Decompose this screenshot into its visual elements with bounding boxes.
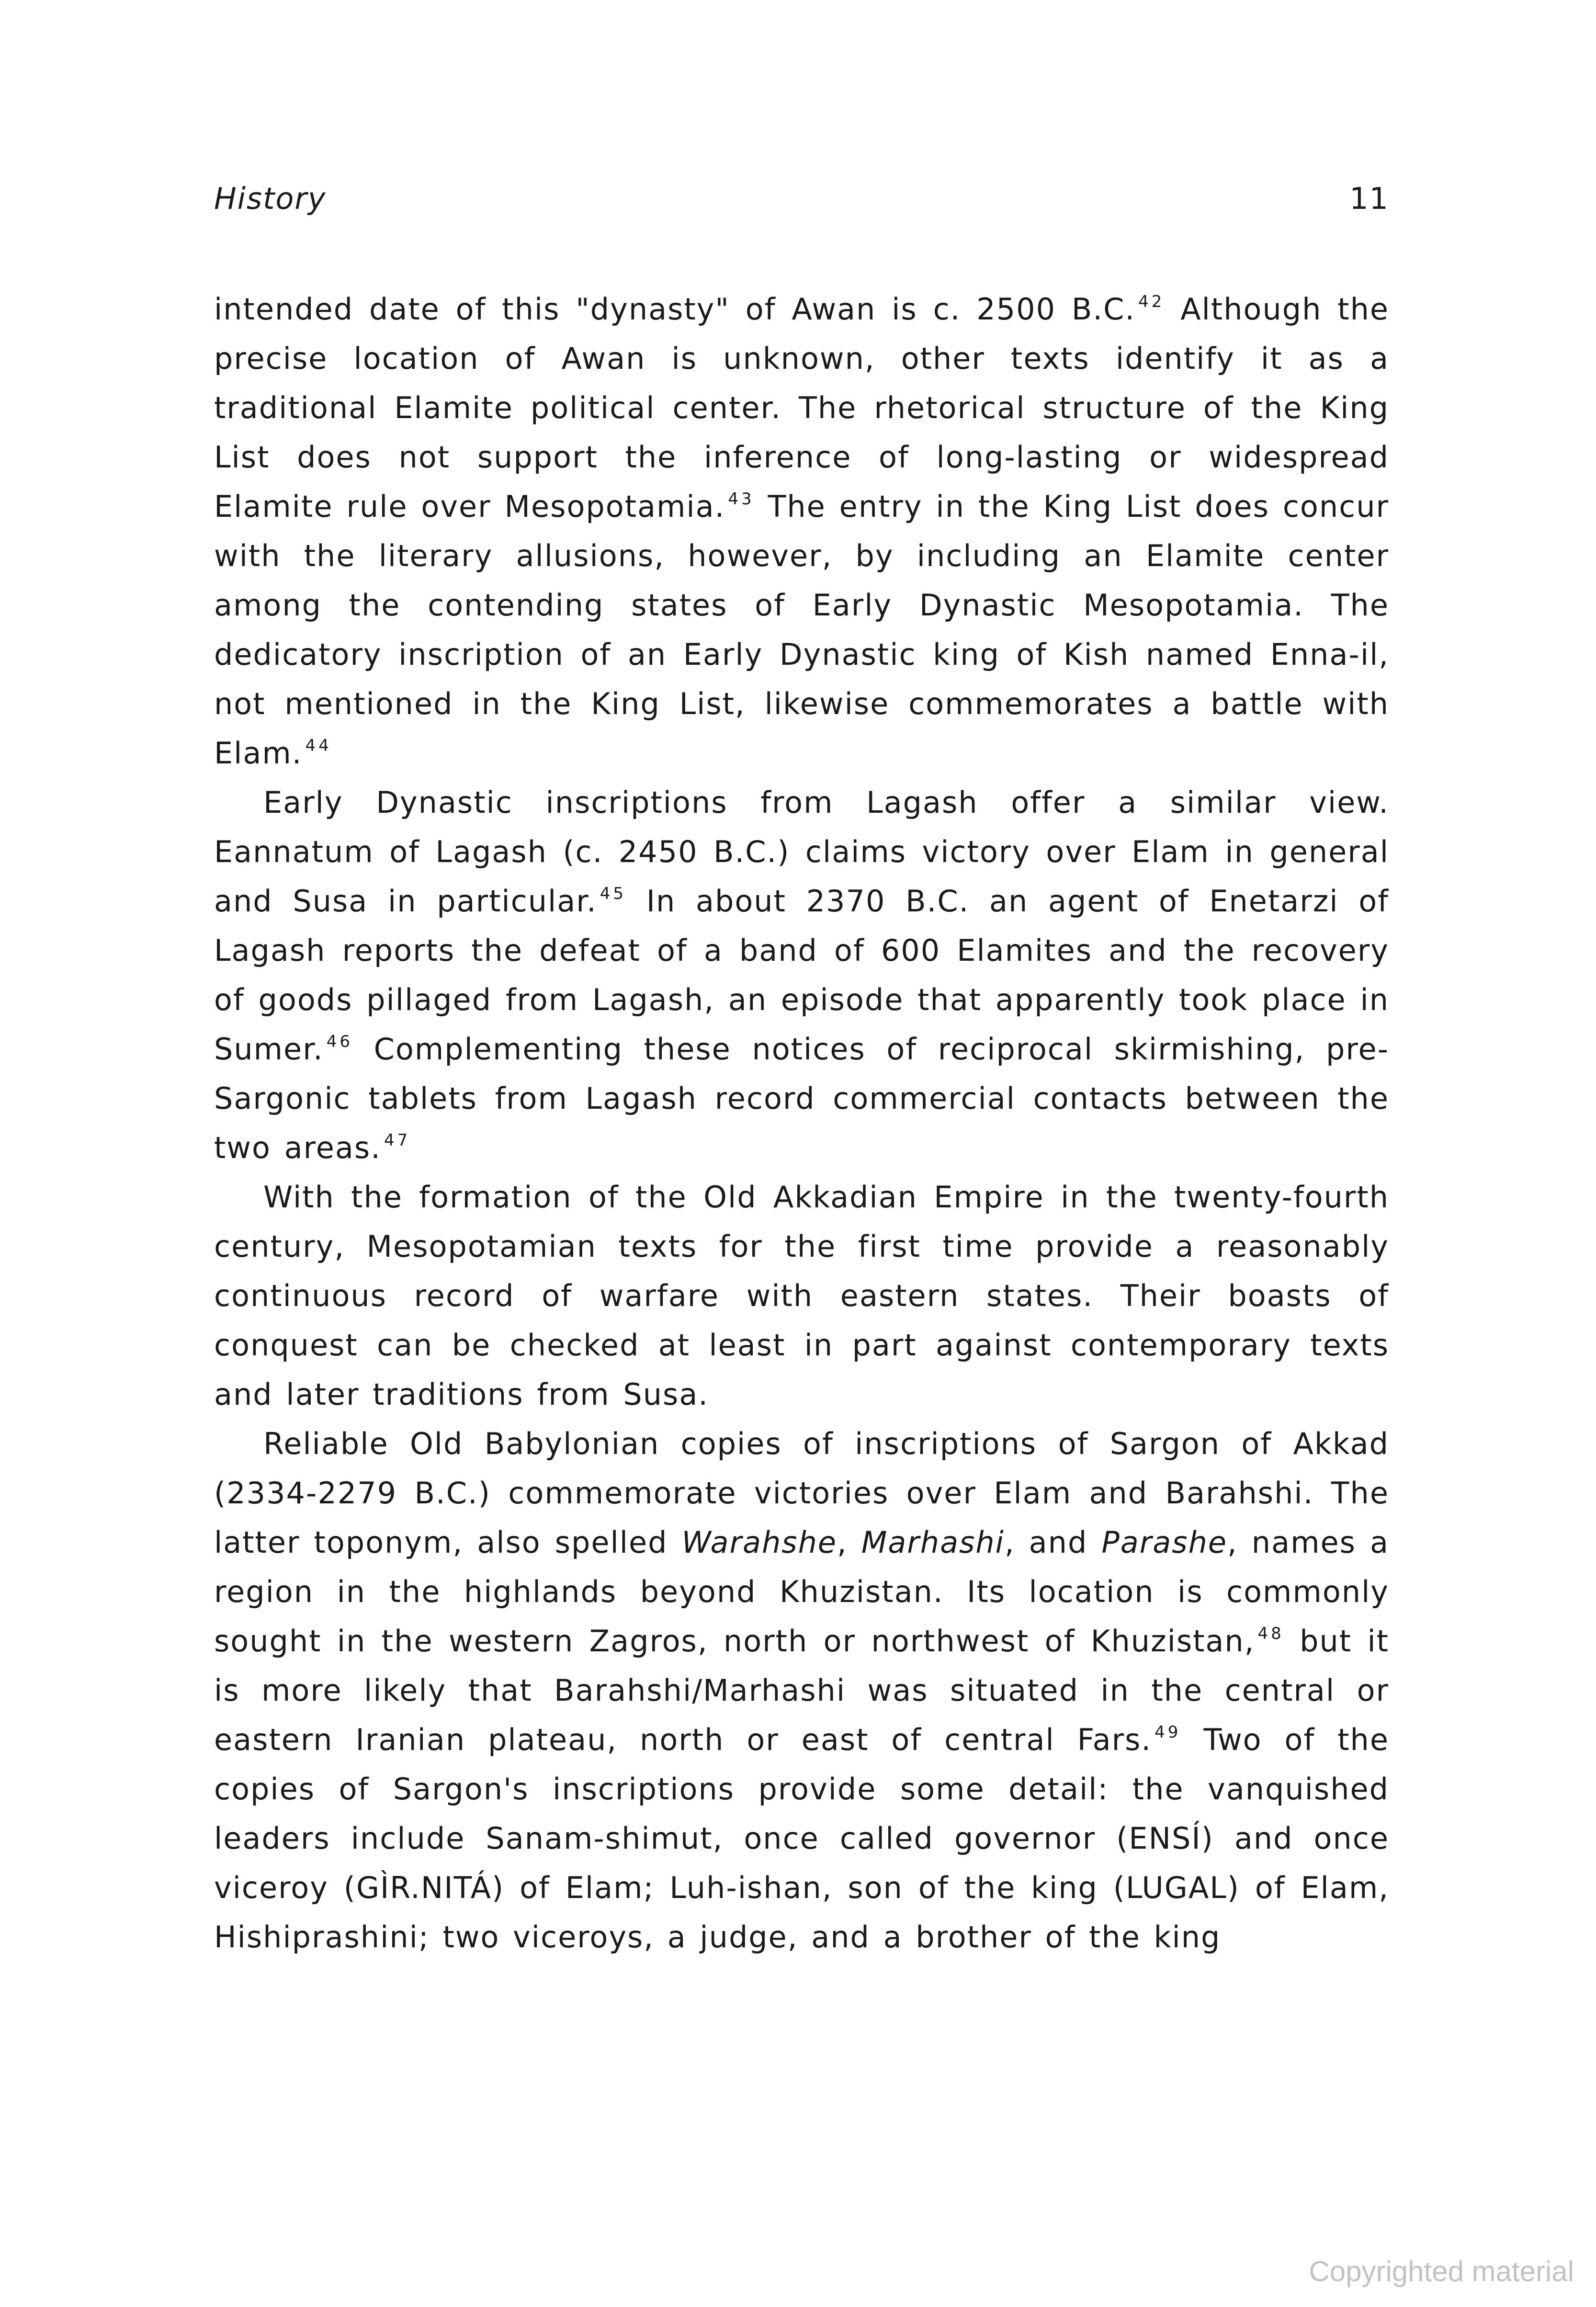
copyright-watermark: Copyrighted material (1309, 2255, 1574, 2287)
body-text (214, 284, 1389, 1962)
paragraph-1-text: The entry in the King List does concur with the literary allusions, however, by including an Elamite center among the contending states of Early Dynastic Mesopotamia. The dedicatory inscription of an Early Dynastic king of Kish named Enna-il, not mentioned in the King List, likewise commemorates a battle with Elam. (214, 489, 1390, 771)
page-number: 11 (1349, 181, 1389, 216)
paragraph-4-text: , (837, 1525, 861, 1560)
footnote-ref-44: 44 (305, 736, 332, 755)
footnote-ref-43: 43 (728, 489, 755, 509)
paragraph-4-text: , and (1004, 1525, 1102, 1560)
footnote-ref-42: 42 (1138, 292, 1165, 311)
paragraph-2-text: Complementing these notices of reciprocal skirmishing, pre-Sargonic tablets from Lagash record commercial contacts between the two areas. (214, 1032, 1389, 1165)
toponym-warahshe: Warahshe (681, 1525, 838, 1560)
paragraph-4 (214, 1419, 1389, 1962)
paragraph-2-text: In about 2370 B.C. an agent of Enetarzi of Lagash reports the defeat of a band of 600 Elamites and the recovery of goods pillaged from Lagash, an episode that apparently took place in Sumer. (214, 884, 1389, 1067)
toponym-parashe: Parashe (1101, 1525, 1228, 1560)
paragraph-2-text: Early Dynastic inscriptions from Lagash offer a similar view. Eannatum of Lagash (c. 2450 B.C.) claims victory over Elam in general and Susa in particular. (214, 785, 1389, 919)
footnote-ref-48: 48 (1257, 1624, 1284, 1643)
footnote-ref-49: 49 (1155, 1723, 1181, 1742)
paragraph-4-text: , names a region in the highlands beyond Khuzistan. Its location is commonly sought in the western Zagros, north or northwest of Khuzistan, (214, 1525, 1389, 1659)
footnote-ref-46: 46 (326, 1032, 353, 1051)
paragraph-3 (214, 1172, 1389, 1419)
toponym-marhashi: Marhashi (861, 1525, 1005, 1560)
running-head (214, 181, 1389, 229)
paragraph-3-text: With the formation of the Old Akkadian Empire in the twenty-fourth century, Mesopotamian texts for the first time provide a reasonably continuous record of warfare with eastern states. Their boasts of conquest can be checked at least in part against contemporary texts and later traditions from Susa. (214, 1180, 1389, 1412)
running-head-title: History (214, 181, 327, 216)
footnote-ref-47: 47 (384, 1131, 411, 1150)
paragraph-4-text: Two of the copies of Sargon's inscriptions provide some detail: the vanquished leaders include Sanam-shimut, once called governor (ENSÍ) and once viceroy (GÌR.NITÁ) of Elam; Luh-ishan, son of the king (LUGAL) of Elam, Hishiprashini; two viceroys, a judge, and a brother of the king (214, 1722, 1389, 1955)
paragraph-4-text: Reliable Old Babylonian copies of inscriptions of Sargon of Akkad (2334-2279 B.C.) commemorate victories over Elam and Barahshi. The latter toponym, also spelled (214, 1426, 1389, 1560)
paragraph-1-text: intended date of this "dynasty" of Awan is c. 2500 B.C. (214, 292, 1136, 327)
paragraph-1 (214, 284, 1389, 778)
paragraph-4-text: but it is more likely that Barahshi/Marhashi was situated in the central or eastern Iranian plateau, north or east of central Fars. (214, 1624, 1389, 1757)
footnote-ref-45: 45 (600, 884, 626, 903)
paragraph-1-text: Although the precise location of Awan is unknown, other texts identify it as a traditional Elamite political center. The rhetorical structure of the King List does not support the inference of long-lasting or widespread Elamite rule over Mesopotamia. (214, 292, 1390, 524)
paragraph-2 (214, 778, 1389, 1172)
